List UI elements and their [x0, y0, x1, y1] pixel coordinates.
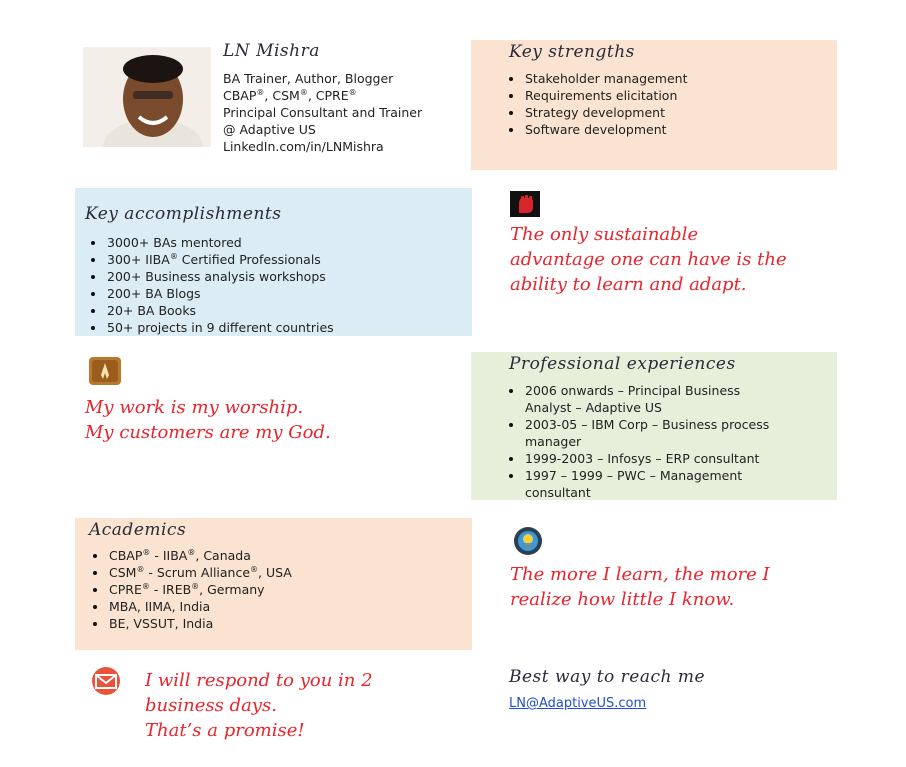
list-item: Strategy development [499, 104, 688, 121]
profile-role: BA Trainer, Author, Blogger [223, 71, 394, 86]
list-item: 2006 onwards – Principal Business Analyst – Adaptive US [499, 382, 829, 416]
list-item: 2003-05 – IBM Corp – Business process manager [499, 416, 829, 450]
quote-line: ability to learn and adapt. [510, 274, 747, 295]
list-item: BE, VSSUT, India [83, 615, 292, 632]
list-item: Stakeholder management [499, 70, 688, 87]
contact-title: Best way to reach me [509, 667, 706, 687]
list-item: CSM® - Scrum Alliance®, USA [83, 564, 292, 581]
list-item: Requirements elicitation [499, 87, 688, 104]
quote-line: The more I learn, the more I [510, 564, 770, 585]
professional-experiences-list [499, 382, 829, 501]
list-item: 200+ Business analysis workshops [81, 268, 334, 285]
quote-line: My work is my worship. [85, 397, 304, 418]
key-strengths-list [499, 70, 688, 138]
list-item: 20+ BA Books [81, 302, 334, 319]
quote-line: That’s a promise! [145, 720, 305, 741]
list-item: MBA, IIMA, India [83, 598, 292, 615]
list-item: 1997 – 1999 – PWC – Management consultant [499, 467, 829, 501]
list-item: CPRE® - IREB®, Germany [83, 581, 292, 598]
list-item: CBAP® - IIBA®, Canada [83, 547, 292, 564]
contact-email-link[interactable]: LN@AdaptiveUS.com [509, 696, 647, 711]
profile-photo [83, 47, 211, 147]
quote-line: advantage one can have is the [510, 249, 787, 270]
raised-fist-icon [510, 191, 540, 217]
key-accomplishments-panel [75, 188, 472, 336]
quote-line: I will respond to you in 2 [145, 670, 373, 691]
key-strengths-title: Key strengths [509, 42, 635, 62]
profile-linkedin: LinkedIn.com/in/LNMishra [223, 139, 384, 154]
quote-line: My customers are my God. [85, 422, 331, 443]
response-promise [145, 668, 465, 743]
quote-learn-little [510, 562, 840, 612]
person-avatar-icon [83, 47, 211, 147]
profile-name: LN Mishra [223, 41, 320, 61]
professional-experiences-title: Professional experiences [509, 354, 736, 374]
quote-line: realize how little I know. [510, 589, 735, 610]
list-item: 50+ projects in 9 different countries [81, 319, 334, 336]
praying-hands-icon [89, 357, 121, 385]
quote-learn-adapt [510, 222, 840, 297]
profile-details [223, 70, 468, 155]
list-item: 200+ BA Blogs [81, 285, 334, 302]
envelope-icon [88, 666, 124, 696]
quote-line: business days. [145, 695, 277, 716]
academics-panel [75, 518, 472, 650]
list-item: Software development [499, 121, 688, 138]
professional-experiences-panel [471, 352, 837, 500]
list-item: 1999-2003 – Infosys – ERP consultant [499, 450, 829, 467]
quote-line: The only sustainable [510, 224, 699, 245]
profile-position: Principal Consultant and Trainer [223, 105, 423, 120]
academics-title: Academics [89, 520, 187, 540]
key-accomplishments-title: Key accomplishments [85, 204, 282, 224]
profile-company: @ Adaptive US [223, 122, 316, 137]
key-accomplishments-list [81, 234, 334, 336]
list-item: 300+ IIBA® Certified Professionals [81, 251, 334, 268]
key-strengths-panel [471, 40, 837, 170]
profile-certifications: CBAP®, CSM®, CPRE® [223, 87, 357, 103]
academics-list [83, 547, 292, 632]
list-item: 3000+ BAs mentored [81, 234, 334, 251]
lightbulb-icon [510, 526, 546, 556]
quote-work-worship [85, 395, 445, 445]
